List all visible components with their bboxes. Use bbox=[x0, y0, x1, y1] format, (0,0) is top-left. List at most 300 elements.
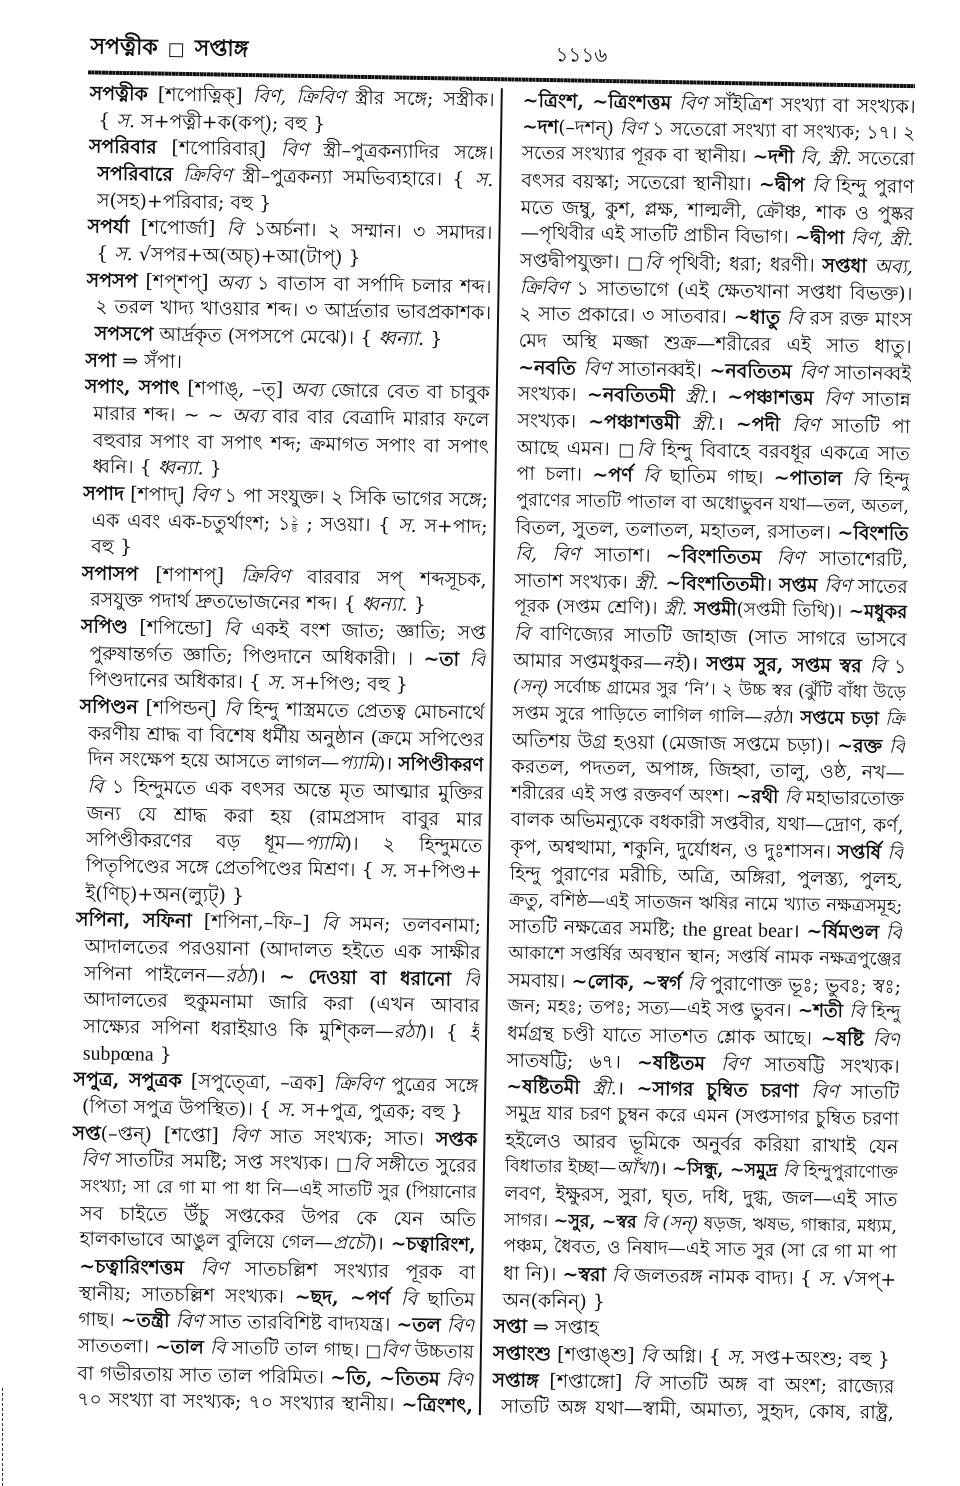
entry-text bbox=[451, 968, 464, 990]
entry-text: অন(কনিন্) } bbox=[502, 1288, 606, 1313]
entry-text: বালক অভিমন্যুকে বধকারী সপ্তবীর, যথা—দ্রোণ, কর্ণ, bbox=[510, 809, 904, 837]
entry-text: স্ত্রী–পুত্রকন্যা সমভিব্যহারে। { bbox=[231, 164, 475, 191]
entry-text: জলতরঙ্গ নামক বাদ্য। { bbox=[627, 1264, 819, 1290]
entry-text: (পিতা সপুত্র উপস্থিত)। { bbox=[81, 1095, 278, 1121]
entry-text: [শপোরিবার্] bbox=[156, 136, 281, 161]
fraction bbox=[291, 515, 298, 534]
entry-text: সমবায়। bbox=[507, 969, 572, 993]
entry-text: সাতানব্বই। bbox=[610, 357, 710, 382]
entry-text: সংখ্যা; সা রে গা মা পা ধা নি—এই সাতটি সুর (পিয়ানোর bbox=[80, 1176, 477, 1203]
grammar-label: রঠা bbox=[225, 964, 252, 987]
entry-text bbox=[780, 414, 792, 436]
entry-text: সাতটি পা bbox=[819, 414, 911, 438]
headword: ~পাতাল bbox=[773, 467, 843, 491]
entry-text: [সপুত্ত্রো, –ত্রক] bbox=[181, 1070, 334, 1095]
entry-text: সপ্তদ্বীপযুক্তা। bbox=[519, 249, 628, 274]
entry-text: ; সওয়া। { bbox=[298, 512, 399, 537]
entry-text: সাতটি bbox=[838, 1081, 900, 1105]
entry-text: সাতটি অঙ্গ বা অংশ; রাজ্যের bbox=[648, 1371, 895, 1398]
entry-text: )। bbox=[369, 1233, 392, 1255]
headword: ~নবতি bbox=[518, 356, 576, 380]
headword: সপ্তাঙ্গ bbox=[492, 1368, 539, 1392]
page-sheet bbox=[59, 23, 922, 1437]
grammar-label: প্যামি bbox=[339, 753, 379, 775]
entry-text bbox=[580, 1077, 593, 1099]
entry-text: ক্রতু, বশিষ্ঠ—এই সাতজন ঋষির নামে খ্যাত নক্ষত্রসমূহ; bbox=[509, 889, 903, 917]
entry-text: সাক্ষ্যের সপিনা ধরাইয়াও কি মুশ্কিল— bbox=[83, 1015, 394, 1043]
entry-text: হিন্দু পুরাণ bbox=[827, 174, 915, 199]
grammar-label: বিণ bbox=[776, 547, 805, 570]
entry-text: । bbox=[792, 920, 807, 943]
grammar-label: বি bbox=[636, 438, 654, 461]
entry-text: সাতচল্লিশ সংখ্যার পূরক বা bbox=[227, 1257, 476, 1284]
headword: ~রক্ত bbox=[836, 734, 883, 758]
grammar-label: বি bbox=[811, 174, 829, 197]
entry-text: সাততলা। bbox=[77, 1335, 156, 1358]
grammar-label: বি bbox=[687, 972, 705, 995]
entry-text: সাতান্ন bbox=[851, 388, 911, 412]
headword: সপিণ্ড bbox=[80, 615, 129, 639]
entry-text: হিন্দু শাস্ত্রমতে প্রেতত্ব মোচনার্থে bbox=[240, 698, 485, 725]
entry-text: সপ্ত+অংশু; বহু } bbox=[745, 1346, 891, 1371]
square-box-icon: □ bbox=[618, 439, 637, 461]
entry-text: সব চাইতে উঁচু সপ্তকের উপর কে যেন অতি bbox=[79, 1201, 477, 1231]
headword: ~তা bbox=[423, 647, 460, 671]
entry-text: সাগর। bbox=[503, 1210, 554, 1231]
headword: সপ্তা bbox=[493, 1315, 528, 1339]
grammar-label: ক্রিবিণ bbox=[240, 564, 291, 588]
headword: ~রথী bbox=[735, 786, 779, 809]
entry-text: । bbox=[709, 385, 728, 409]
entry-text: স+পত্নী+ক(কপ্); বহু } bbox=[134, 109, 326, 136]
entry-text: হিন্দু bbox=[868, 468, 910, 492]
grammar-label: স. bbox=[726, 1346, 746, 1369]
entry-text: হিন্দুপুরাণোক্ত bbox=[797, 1161, 899, 1184]
entry-text: √সপ্+ bbox=[836, 1267, 897, 1291]
headword: ~পঞ্চাশত্তম bbox=[727, 386, 814, 410]
entry-text: সাত সংখ্যক; সাত। bbox=[258, 1124, 437, 1150]
headword: সপরিবার bbox=[88, 135, 157, 159]
headword: সপ্তর্ষি bbox=[837, 841, 882, 865]
entry-text: স্ত্রীর সঙ্গে; সস্ত্রীক। bbox=[344, 86, 495, 112]
grammar-label: স. bbox=[397, 514, 417, 537]
entry-text: করণীয় শ্রাদ্ধ বা বিশেষ ধর্মীয় অনুষ্ঠান (ক্রমে সপিণ্ডের bbox=[87, 722, 485, 751]
grammar-label: অব্য bbox=[231, 404, 265, 428]
entry-text: সাঁইত্রিশ সংখ্যা বা সংখ্যক। bbox=[706, 92, 916, 119]
grammar-label: বি bbox=[321, 912, 338, 936]
grammar-label: ক্রিবিণ bbox=[182, 163, 233, 187]
entry-text: সতেরো bbox=[851, 148, 915, 171]
entry-text: পিতৃপিণ্ডের সঙ্গে প্রেতপিণ্ডের মিশ্রণ। { bbox=[85, 855, 380, 882]
grammar-label: বিণ bbox=[823, 387, 852, 411]
entry-text: ১অর্চনা। ২ সম্মান। ৩ সমাদর। bbox=[242, 218, 493, 245]
entry-text: পুত্রের সঙ্গে bbox=[382, 1073, 479, 1098]
entry-text: [শপ্তাঙ্গো] bbox=[538, 1369, 634, 1394]
grammar-label: ক্রিবিণ bbox=[333, 1072, 383, 1096]
grammar-label: বি bbox=[463, 968, 481, 991]
grammar-label: বিণ bbox=[445, 1368, 474, 1391]
entry-text: ⇒ সঁপা। bbox=[116, 349, 183, 373]
entry-text: রস রক্ত মাংস bbox=[802, 307, 913, 332]
grammar-label: বি bbox=[87, 775, 104, 798]
grammar-label: বিণ bbox=[872, 1028, 901, 1051]
entry-text: } bbox=[407, 594, 426, 617]
entry-text: ছাতিম গাছ। bbox=[658, 465, 774, 490]
entry-text: পঞ্চম, ধৈবত, ও নিষাদ—এই সাত সুর (সা রে গা মা পা bbox=[503, 1235, 897, 1264]
grammar-label: বি bbox=[784, 787, 801, 809]
entry-text: [শপাঙ্, –ত্] bbox=[179, 377, 291, 402]
grammar-label: বিণ bbox=[583, 357, 612, 380]
entry-text: বিধাতার ইচ্ছা— bbox=[504, 1156, 617, 1179]
entry-text: হিন্দু পুরাণের মরীচি, অত্রি, অঙ্গিরা, পুলস্ত্য, পুলহ, bbox=[509, 862, 903, 892]
entry-text: জোরে বেত বা চাবুক bbox=[322, 379, 490, 405]
headword: সপ্তধা bbox=[822, 254, 867, 278]
entry-text: লবণ, ইক্ষুরস, সুরা, ঘৃত, দধি, দুগ্ধ, জল—এই সাত bbox=[504, 1182, 898, 1211]
entry-text: পুরুষান্তর্গত জ্ঞাতি; পিণ্ডদানে অধিকারী। । bbox=[89, 642, 424, 670]
headword: ~সুর, ~স্বর bbox=[553, 1210, 637, 1233]
entry-text: এক এবং এক-চতুর্থাংশ; ১ bbox=[91, 509, 291, 535]
entry-text: পৃথিবী; ধরা; ধরণী। bbox=[660, 251, 823, 277]
headword: সপ্তমী bbox=[693, 599, 737, 621]
entry-text: ধ্বনি। { bbox=[92, 455, 158, 479]
entry-text: (সপ্তমী তিথি)। bbox=[736, 599, 849, 623]
grammar-label: বি bbox=[223, 617, 240, 641]
entry-text: √সপর+অ(অচ্)+আ(টাপ্) } bbox=[132, 243, 361, 269]
entry-text: অতিশয় উগ্র হওয়া (মেজাজ সপ্তমে চড়া)। bbox=[511, 729, 838, 757]
grammar-label: স্ত্রী. bbox=[691, 412, 717, 435]
entry-text: হিন্দু bbox=[864, 1001, 901, 1024]
entry-text: সমন; তলবনামা; bbox=[337, 913, 482, 938]
entry-text: অগ্নি। { bbox=[656, 1344, 728, 1369]
grammar-label: বি, স্ত্রী. bbox=[800, 147, 853, 170]
headword: সপিণ্ডীকরণ bbox=[398, 754, 484, 777]
grammar-label: বিণ bbox=[230, 1124, 259, 1147]
grammar-label: বি bbox=[885, 922, 903, 945]
entry-text: হইলেও আরব ভূমিকে অনুর্বর করিয়া রাখাই যেন bbox=[505, 1129, 899, 1158]
square-box-icon: □ bbox=[626, 253, 646, 274]
entry-text: [শপাদ্] bbox=[123, 482, 192, 507]
entry-text: [শপিন্ডো] bbox=[127, 616, 224, 640]
headword: ~নবতিতমী bbox=[586, 383, 675, 408]
entry-text: জন; মহঃ; তপঃ; সত্য—এই সপ্ত ভুবন। bbox=[507, 995, 799, 1022]
entry-text: পা চলা। bbox=[516, 462, 593, 487]
grammar-label: বি bbox=[852, 468, 869, 491]
grammar-label: বি bbox=[209, 1337, 226, 1359]
grammar-label: বিণ bbox=[381, 1340, 409, 1362]
headword: ~শতী bbox=[797, 1000, 844, 1023]
headword: সপুত্র, সপুত্রক bbox=[73, 1068, 182, 1093]
entry-text: স+পিণ্ড; বহু } bbox=[285, 672, 409, 697]
entry-text: উচ্চতায় bbox=[408, 1340, 475, 1363]
entry-text: বাণিজ্যের সাতটি জাহাজ (সাত সাগরে ভাসবে bbox=[529, 622, 907, 652]
entry-text: করতল, পদতল, অপাঙ্গ, জিহ্বা, তালু, ওষ্ঠ, নখ— bbox=[511, 755, 905, 785]
entry-text: ২ তরল খাদ্য খাওয়ার শব্দ। ৩ আর্দ্রতার ভাবপ্রকাশক। bbox=[94, 295, 492, 325]
headword: সপত্নীক bbox=[89, 82, 149, 106]
headword: ~স্বরা bbox=[562, 1263, 607, 1287]
grammar-label: বিণ, ক্রিবিণ bbox=[252, 85, 346, 109]
entry-text bbox=[842, 468, 853, 490]
entry-text: ছাতিম bbox=[416, 1287, 475, 1311]
headword: ~ষষ্টি bbox=[820, 1027, 865, 1051]
entry-text bbox=[390, 1287, 401, 1309]
grammar-label: স্ত্রী. bbox=[685, 385, 710, 408]
grammar-label: বিণ bbox=[446, 1314, 475, 1338]
entry-text: স+পিণ্ড+ bbox=[397, 860, 483, 884]
grammar-label: বিণ bbox=[791, 414, 820, 437]
running-header bbox=[90, 31, 248, 64]
entry-text: দিন সংক্ষেপ হয়ে আসতে লাগল— bbox=[87, 748, 340, 775]
entry-text: । bbox=[786, 707, 801, 729]
entry-text: বৎসর বয়স্কা; সতেরো স্থানীয়া। bbox=[521, 169, 760, 196]
entry-text: )। { bbox=[419, 1021, 470, 1044]
grammar-label: বিণ, স্ত্রী. bbox=[850, 228, 914, 251]
entry-text: । bbox=[716, 412, 737, 436]
entry-text: [শপিন্ডন্] bbox=[137, 696, 225, 720]
headword: ~র্ষিমণ্ডল bbox=[806, 920, 880, 944]
entry-text: { bbox=[98, 109, 117, 132]
headword: সপ্তম সুর, সপ্তম স্বর bbox=[706, 652, 862, 678]
grammar-label: স. bbox=[379, 860, 399, 882]
entry-text: আছে এমন। bbox=[516, 436, 619, 460]
headword: ~তল bbox=[396, 1313, 441, 1337]
headword: সপা bbox=[85, 348, 117, 372]
headword: ~বিংশতিতমী bbox=[665, 571, 766, 596]
headword: ~ দেওয়া বা ধরানো bbox=[278, 965, 452, 991]
headword: ~চত্বারিংশ, bbox=[390, 1233, 476, 1257]
headword: সপাদ bbox=[82, 482, 125, 505]
entry-text: ধা নি)। bbox=[503, 1262, 563, 1286]
headword: ~পঞ্চাশত্তমী bbox=[588, 410, 681, 435]
right-column bbox=[492, 87, 916, 1426]
grammar-label: স. bbox=[277, 1098, 297, 1121]
headword: ~ষষ্টিতমী bbox=[506, 1075, 580, 1099]
grammar-label: স. bbox=[114, 242, 133, 266]
header-last-word: সপ্তাঙ্গ bbox=[194, 35, 249, 63]
entry-text: মেদ অস্থি মজ্জা শুক্র—শরীরের এই সাত ধাতু। bbox=[518, 329, 912, 359]
entry-text: সাতাশ সংখ্যক। bbox=[514, 570, 635, 594]
grammar-label: বি bbox=[611, 1264, 629, 1287]
entry-text: আর্দ্রকৃত (সপসপে মেঝে)। { bbox=[153, 323, 379, 350]
entry-text: বহু } bbox=[91, 535, 133, 559]
grammar-label: বিণ bbox=[175, 1310, 204, 1333]
grammar-label: বি bbox=[869, 655, 887, 678]
headword: সপসপ bbox=[86, 269, 138, 292]
entry-text bbox=[632, 465, 643, 487]
scan-edge-mark bbox=[2, 1388, 3, 1486]
headword: ~বিংশতি bbox=[837, 521, 909, 545]
headword: ~ত্রিংশৎ, bbox=[401, 1393, 474, 1418]
entry-text: স+পাদ; bbox=[416, 514, 488, 538]
headword: ~নবতিতম bbox=[709, 359, 793, 383]
grammar-label: বি bbox=[352, 1153, 370, 1176]
grammar-label: রঠা bbox=[393, 1020, 421, 1044]
entry-text: } bbox=[203, 457, 222, 480]
headword: ~দ্বীপ bbox=[758, 173, 805, 197]
grammar-label: ই bbox=[469, 1021, 480, 1044]
entry-text bbox=[173, 164, 184, 186]
headword: ~ছদ, ~পর্ণ bbox=[294, 1285, 391, 1310]
entry-text bbox=[761, 547, 776, 569]
entry-text: পিণ্ডদানের অধিকার। { bbox=[88, 668, 268, 694]
headword: ~ধাতু bbox=[733, 306, 781, 330]
headword: ~ষষ্টিতম bbox=[636, 1051, 706, 1075]
entry-text: হিন্দু বিবাহে বরবধূর একত্রে সাত bbox=[652, 438, 911, 465]
entry-text: ১ বাতাস বা সর্পাদি চলার শব্দ। bbox=[248, 271, 492, 298]
grammar-label: বি bbox=[782, 1161, 798, 1182]
entry-text: সপ্তম সুরে পাড়িতে লাগিল গালি— bbox=[512, 702, 763, 728]
grammar-label: ক্রিবিণ bbox=[519, 276, 569, 299]
header-first-word: সপত্নীক bbox=[90, 33, 158, 61]
entry-text: [শপ্তাঙ্শু] bbox=[550, 1343, 641, 1367]
headword: সপিণ্ডন bbox=[79, 695, 139, 719]
entry-text: স+পুত্র, পুত্রক; বহু } bbox=[295, 1098, 463, 1124]
square-separator-icon: □ bbox=[167, 38, 185, 61]
entry-text: বহুবার সপাং বা সপাৎ শব্দ; ক্রমাগত সপাং বা সপাৎ bbox=[92, 429, 490, 458]
entry-text: সাতানব্বই bbox=[826, 361, 912, 385]
headword: সপসপে bbox=[94, 322, 154, 346]
grammar-label: বিণ bbox=[619, 117, 647, 140]
entry-text: } bbox=[424, 327, 443, 351]
entry-text bbox=[680, 412, 692, 434]
entry-text: { bbox=[95, 242, 115, 265]
entry-text: সাত তারবিশিষ্ট বাদ্যযন্ত্র। bbox=[202, 1310, 397, 1336]
entry-text: মতে জম্বু, কুশ, প্লক্ষ, শাল্মলী, ক্রৌঞ্চ, শাক ও পুষ্কর bbox=[520, 196, 915, 225]
entry-text: সপিণ্ডীকরণের বড় ধূম— bbox=[86, 828, 305, 855]
entry-text: বার বার বেত্রাদি মারার ফলে bbox=[264, 405, 490, 431]
grammar-label: স. bbox=[817, 1267, 837, 1290]
entry-text: [শপাশপ্] bbox=[137, 563, 242, 587]
entry-text: পুরাণোক্ত ভূঃ; ভুবঃ; স্বঃ; bbox=[703, 972, 902, 998]
grammar-label: বি bbox=[400, 1287, 418, 1310]
entry-text bbox=[459, 648, 470, 670]
entry-text: বারবার সপ্ শব্দসূচক, bbox=[289, 565, 487, 591]
entry-text bbox=[184, 1257, 201, 1279]
entry-text: সপিনা পাইলেন— bbox=[83, 962, 226, 987]
entry-text: শরীরের এই সপ্ত রক্তবর্ণ অংশ। bbox=[510, 782, 737, 808]
entry-text: )। bbox=[377, 753, 399, 776]
entry-text: ১ পা সংযুক্ত। ২ সিকি ভাগের সঙ্গে; bbox=[218, 484, 489, 511]
headword: সপরিবারে bbox=[97, 162, 174, 186]
entry-text: সাতষট্টি সংখ্যক। bbox=[748, 1053, 900, 1078]
grammar-label: বিণ bbox=[678, 92, 707, 115]
headword: ~তন্ত্রী bbox=[120, 1309, 170, 1333]
square-box-icon: □ bbox=[335, 1154, 354, 1176]
entry-text: (–দশন্) bbox=[558, 116, 620, 139]
headword: ~লোক, ~স্বর্গ bbox=[571, 970, 682, 995]
entry-text: স্ত্রী–পুত্রকন্যাদির সঙ্গে। bbox=[308, 139, 494, 165]
headword: সপ্তমে চড়া bbox=[800, 707, 880, 730]
grammar-label: বি bbox=[888, 735, 906, 758]
grammar-label: বিণ bbox=[80, 1148, 109, 1172]
entry-text: )। bbox=[251, 964, 280, 988]
headword: ~সাগর চুম্বিত চরণা bbox=[636, 1077, 799, 1103]
grammar-label: স. bbox=[116, 109, 136, 132]
grammar-label: বিণ bbox=[190, 484, 219, 507]
entry-text: মারার শব্দ। ~ ~ bbox=[93, 402, 232, 427]
grammar-label: স. bbox=[474, 168, 494, 192]
entry-text: ই(ণিচ্)+অন(ল্যুট্) } bbox=[85, 882, 245, 907]
headword: ~পর্ণ bbox=[592, 464, 633, 487]
headword: ~ত্রিংশ, ~ত্রিংশত্তম bbox=[522, 89, 672, 115]
latin-text: the great bear bbox=[682, 918, 793, 943]
entry-text: সাতটির সমষ্টি; সপ্ত সংখ্যক। bbox=[108, 1149, 337, 1175]
grammar-label: বি bbox=[786, 307, 804, 330]
headword: সপ্তক bbox=[435, 1127, 478, 1151]
entry-text: ধর্মগ্রন্থ চণ্ডী যাতে সাতশত শ্লোক আছে। bbox=[507, 1022, 821, 1050]
grammar-label: বিণ bbox=[810, 1080, 839, 1104]
fraction-numerator: ১ bbox=[291, 513, 298, 525]
grammar-label: ধ্বন্যা. bbox=[361, 593, 408, 617]
grammar-label: বিণ bbox=[799, 360, 828, 384]
entry-text: (–প্তন্) [শপ্তো] bbox=[100, 1122, 231, 1147]
entry-text: ৭০ সংখ্যা বা সংখ্যক; ৭০ সংখ্যার স্থানীয়। bbox=[76, 1388, 402, 1416]
entry-text bbox=[864, 1028, 873, 1050]
grammar-label: বি bbox=[644, 251, 662, 274]
headword: ~সিন্ধু, ~সমুদ্র bbox=[672, 1159, 778, 1182]
entry-text: আদালতের হুকুমনামা জারি করা (এখন আবার bbox=[83, 988, 480, 1018]
entry-text: সংখ্যক। bbox=[517, 409, 589, 433]
entry-text: পূরক (সপ্তম শ্রেণি)। bbox=[514, 596, 665, 620]
entry-text: সাতের bbox=[851, 575, 908, 598]
grammar-label: বিণ bbox=[280, 138, 309, 162]
headword: সপাং, সপাৎ bbox=[84, 375, 181, 400]
grammar-label: বিণ bbox=[200, 1257, 229, 1280]
entry-text: আমার সপ্তমধুকর— bbox=[513, 649, 663, 674]
entry-text: আকাশে সপ্তর্ষির অবস্থান স্থান; সপ্তর্ষি নামক নক্ষত্রপুঞ্জের bbox=[508, 943, 902, 971]
headword: ~দশ bbox=[522, 116, 559, 138]
grammar-label: ধ্বন্যা. bbox=[157, 456, 204, 480]
entry-text: ১ সতেরো সংখ্যা বা সংখ্যক; ১৭। ২ bbox=[646, 118, 916, 144]
entry-text: সাতষট্টি; ৬৭। bbox=[506, 1049, 638, 1074]
grammar-label: বি bbox=[226, 218, 243, 241]
headword: সপ্তাংশু bbox=[492, 1342, 552, 1366]
entry-text: সাতটি নক্ষত্রের সমষ্টি; bbox=[508, 915, 683, 941]
headword: ~চত্বারিংশত্তম bbox=[79, 1255, 185, 1280]
entry-text: )। bbox=[653, 1159, 673, 1180]
entry-text: সাতাশ। bbox=[579, 543, 666, 568]
entry-line bbox=[68, 1386, 473, 1419]
grammar-label: স. bbox=[266, 671, 286, 695]
entry-text: [শপিনা,–ফি–] bbox=[191, 910, 322, 935]
page-number: ১১১৬ bbox=[555, 42, 608, 68]
entry-text: সতের সংখ্যার পূরক বা স্থানীয়। bbox=[521, 142, 753, 168]
entry-text: [শপোর্জা] bbox=[129, 216, 227, 241]
entry-text: )। bbox=[683, 652, 707, 675]
headword: সপাসপ bbox=[81, 562, 139, 586]
grammar-label: প্যামি bbox=[304, 832, 345, 856]
entry-text: সংখ্যক। bbox=[517, 382, 588, 406]
entry-text: ২ সাত প্রকারে। ৩ সাতবার। bbox=[518, 302, 734, 329]
headword: ~বিংশতিতম bbox=[665, 545, 762, 569]
entry-text: বিতল, সুতল, তলাতল, মহাতল, রসাতল। bbox=[515, 516, 838, 544]
grammar-label: আঁখা bbox=[616, 1158, 654, 1180]
entry-text: একই বংশ জাত; জ্ঞাতি; সপ্ত bbox=[239, 618, 487, 645]
grammar-label: ধ্বন্যা. bbox=[378, 327, 425, 350]
square-box-icon: □ bbox=[365, 1341, 382, 1361]
entry-line bbox=[492, 1393, 894, 1426]
grammar-label: বি bbox=[887, 843, 904, 865]
entry-text: বা গভীরতায় সাত তাল পরিমিত। bbox=[77, 1361, 331, 1389]
grammar-label: নই bbox=[662, 651, 684, 675]
entry-text: সাতাশেরটি, bbox=[803, 547, 909, 572]
entry-text: )। ২ হিন্দুমতে bbox=[344, 833, 483, 858]
entry-text: ১ সাতভাগে (এই ক্ষেতখানা সপ্তধা বিভক্ত)। bbox=[568, 276, 913, 305]
grammar-label: অব্য bbox=[216, 271, 250, 294]
entry-text: । bbox=[765, 574, 780, 596]
grammar-label: বি bbox=[469, 648, 486, 671]
entry-text: সর্বোচ্চ গ্রামের সুর ‘নি’। ২ উচ্চ স্বর (ঝুঁটি বাঁধা উড়ে bbox=[547, 677, 907, 704]
grammar-label: বিণ bbox=[823, 575, 852, 597]
